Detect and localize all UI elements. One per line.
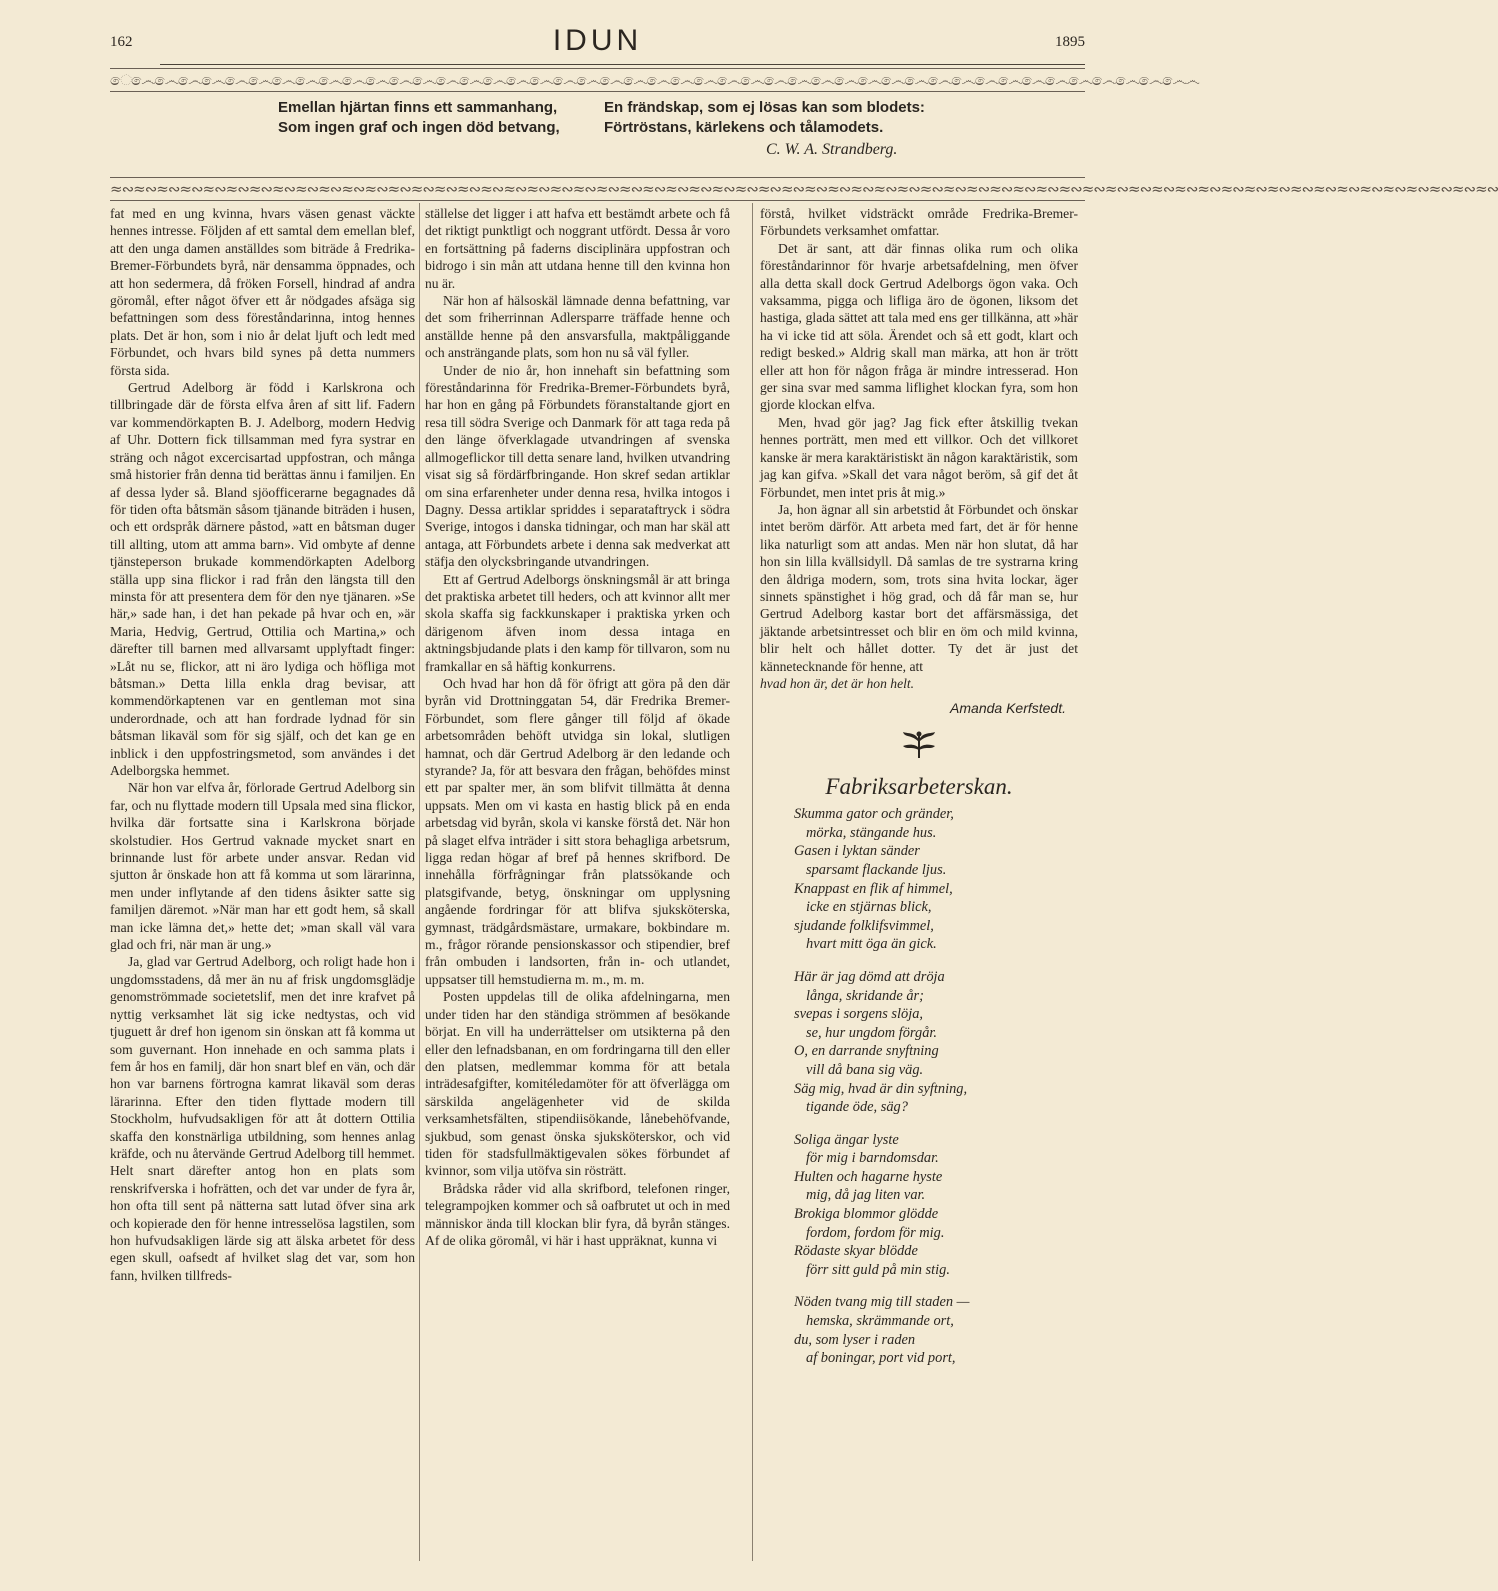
paragraph: Ett af Gertrud Adelborgs önskningsmål är att bringa det praktiska arbetet till heders, och att kvinnor allt mer skola skaffa sig fackkunskaper i praktiska yrken och därigenom äfven inom dessa intaga en aktningsbjudande plats i den kamp för tillvaron, som nu framkallar en så häftig konkurrens. <box>425 571 730 674</box>
poem-title: Fabriksarbeterskan. <box>825 773 1013 799</box>
poem-line: sjudande folklifsvimmel, <box>794 917 934 934</box>
poem-stanza <box>794 805 1078 954</box>
poem-line: icke en stjärnas blick, <box>806 899 932 916</box>
paragraph: Ja, glad var Gertrud Adelborg, och roligt hade hon i ungdomsstadens, då mer än nu af frisk ungdomsglädje genomströmmade societetslif, men det inre krafvet på nyttig verksamhet lät sig icke nedtystas, och vid tjuguett år dref hon igenom sin önskan att få komma ut som guvernant. Hon innehade en och samma plats i fem år hos en familj, där hon snart blef en vän, och där hon var barnens förtrogna kamrat likaväl som deras lärarinna. Efter den tiden flyttade modern till Stockholm, hufvudsakligen för att åt dottern Ottilia skaffa den konstnärliga utbildning, som hennes anlag kräfde, och nu återvände Gertrud Adelborg till hemmet. Helt snart därefter antog hon en plats som renskrifverska i hofrätten, och det var under de fyra år, hon ofta till sent på nätterna satt lutad öfver sina ark och kopierade den för henne intresselösa lagstilen, som hon hufvudsakligen lärde sig att älska arbetet för dess egen skull, oafsedt af hvilket slag det var, som hon fann, hvilken tillfreds- <box>110 954 415 1283</box>
poem-line: mig, då jag liten var. <box>806 1187 926 1204</box>
motto-left <box>278 98 560 138</box>
poem-line: fordom, fordom för mig. <box>806 1224 945 1241</box>
paragraph: förstå, hvilket vidsträckt område Fredrika-Bremer-Förbundets verksamhet omfattar. <box>760 206 1078 239</box>
poem-line: O, en darrande snyftning <box>794 1043 939 1060</box>
paragraph: Under de nio år, hon innehaft sin befattning som föreståndarinna för Fredrika-Bremer-Förbundets byrå, har hon en gång på Förbundets föranstaltande gjort en resa till södra Sverige och Danmark för att taga reda på den länge öfverklagade utvandringen af svenska allmogeflickor till detta senare land, hvilken utvandring visat sig så fördärfbringande. Hon skref sedan artiklar om sina erfarenheter under denna resa, hvilka intogos i Dagny. Dessa artiklar spriddes i separataftryck i södra Sverige, intogos i danska tidningar, och man har skäl att antaga, att Förbundets arbete i denna sak medverkat att stäfja den olycksbringande utvandringen. <box>425 362 730 570</box>
ornament-border-top: ෙ෴ෙ෴ෙ෴ෙ෴ෙ෴ෙ෴ෙ෴ෙ෴ෙ෴ෙ෴ෙ෴ෙ෴ෙ෴ෙ෴ෙ෴ෙ෴ෙ෴ෙ෴ෙ෴ෙ෴ෙ෴ෙ෴ෙ෴ෙ෴ෙ෴ෙ෴ෙ෴ෙ෴ෙ෴ෙ෴ෙ෴ෙ෴ෙ෴ෙ෴ෙ෴ෙ෴ෙ෴ෙ෴ෙ෴ෙ෴ෙ෴ෙ෴ෙ෴ෙ෴ෙ෴ෙ෴ <box>110 68 1085 92</box>
poem-stanza <box>794 968 1078 1117</box>
poem-line: Nöden tvang mig till staden — <box>794 1294 970 1311</box>
italic-ending: hvad hon är, det är hon helt. <box>760 675 915 691</box>
poem-line: mörka, stängande hus. <box>806 824 937 841</box>
header-rule <box>160 64 1085 65</box>
ornament-border-middle: ≈∾≈∾≈∾≈∾≈∾≈∾≈∾≈∾≈∾≈∾≈∾≈∾≈∾≈∾≈∾≈∾≈∾≈∾≈∾≈∾≈∾≈∾≈∾≈∾≈∾≈∾≈∾≈∾≈∾≈∾≈∾≈∾≈∾≈∾≈∾≈∾≈∾≈∾≈∾≈∾≈∾≈∾≈∾≈∾≈∾≈∾≈∾≈∾≈∾≈∾≈∾≈∾≈∾≈∾≈∾≈∾≈∾≈∾≈∾≈∾ <box>110 177 1085 201</box>
poem-line: långa, skridande år; <box>806 987 924 1004</box>
poem-line: Säg mig, hvad är din syftning, <box>794 1080 968 1097</box>
motto-line: Förtröstans, kärlekens och tålamodets. <box>604 119 884 136</box>
poem-line: se, hur ungdom förgår. <box>806 1024 937 1041</box>
poem-line: Hulten och hagarne hyste <box>794 1168 943 1185</box>
poem-line: tigande öde, säg? <box>806 1099 908 1116</box>
poem-line: hemska, skrämmande ort, <box>806 1313 954 1330</box>
paragraph: Ja, hon ägnar all sin arbetstid åt Förbundet och önskar intet beröm därför. Att arbeta med fart, det är för henne lika naturligt som att andas. Men när hon slutat, då har hon sin lilla kvällsidyll. Då samlas de tre systrarna kring den åldriga modern, som, trots sina hvita lockar, äger sinnets spänstighet i hög grad, och då får man se, hur Gertrud Adelborg kastar bort det affärsmässiga, det jäktande arbetsintresset och blir en öm och mild kvinna, blir helt och hållet dotter. Ty det är just det kännetecknande för henne, att <box>760 501 1078 674</box>
poem-line: Knappast en flik af himmel, <box>794 880 953 897</box>
paragraph: Men, hvad gör jag? Jag fick efter åtskillig tvekan hennes porträtt, men med ett villkor. Och det villkoret kanske är mera karaktäristiskt än någon karaktäristik, som jag kan gifva. »Skall det vara något beröm, så gif det åt Förbundet, men intet pris åt mig.» <box>760 414 1078 500</box>
text-column-3 <box>760 205 1078 1382</box>
page-header <box>110 24 1085 64</box>
poem-line: Här är jag dömd att dröja <box>794 968 945 985</box>
column-rule <box>419 203 420 1561</box>
author-signature: Amanda Kerfstedt. <box>950 700 1066 717</box>
paragraph: När hon var elfva år, förlorade Gertrud Adelborg sin far, och nu flyttade modern till Upsala med sina flickor, hvilka där fortsatte sina i Karlskrona började skolstudier. Hos Gertrud vaknade mycket snart en brinnande lust för arbete under ansvar. Redan vid sjutton år önskade hon att få komma ut som lärarinna, men under inflytande af den tidens åsikter satte sig familjen däremot. »När man har ett godt hem, så skall man icke lämna det,» hette det; »man skall väl vara glad och fri, när man är ung.» <box>110 780 415 953</box>
motto-line: En frändskap, som ej lösas kan som blodets: <box>604 99 925 116</box>
column-rule <box>752 203 753 1561</box>
poem-stanza <box>794 1131 1078 1280</box>
poem-line: Brokiga blommor glödde <box>794 1206 939 1223</box>
text-column-1 <box>110 205 415 1284</box>
paragraph: Gertrud Adelborg är född i Karlskrona och tillbringade där de första elfva åren af sitt lif. Fadern var kommendörkapten B. J. Adelborg, modern Hedvig af Uhr. Dottern fick tillsamman med fyra systrar en sträng och något excercisartad uppfostran, och många små historier från denna tid berättas ännu i familjen. En af dessa lyder så. Bland sjöofficerarne begagnades då för tiden ofta båtsmän såsom tjänande biträden i husen, och ett ordspråk därnere påstod, »att en båtsman duger till allting, utom att amma barn». Vid ombyte af denne tjänsteperson brukade kommendörkapten Adelborg ställa upp sina flickor i rad från den längsta till den minsta för att presentera dem för den nye tjänaren. »Se här,» sade han, i det han pekade på hvar och en, »är Maria, Hedvig, Gertrud, Ottilia och Martina,» och därefter till barnen med allvarsamt upplyftadt finger: »Låt nu se, flickor, att ni äro lydiga och höfliga mot båtsman.» Detta lilla enkla drag bevisar, att kommendörkaptenen var en gentleman mot sina underordnade, och att han fordrade lydnad för sin båtsman likaväl som för sig själf, och det kan ge en inblick i den uppfostringsmetod, som användes i det Adelborgska hemmet. <box>110 380 415 778</box>
poem-line: Rödaste skyar blödde <box>794 1243 918 1260</box>
motto-signature: C. W. A. Strandberg. <box>766 141 898 158</box>
year: 1895 <box>1055 34 1085 50</box>
motto-line: Emellan hjärtan finns ett sammanhang, <box>278 99 558 116</box>
poem-line: sparsamt flackande ljus. <box>806 861 947 878</box>
paragraph: Posten uppdelas till de olika afdelningarna, men under tiden har den ständiga strömmen af besökande börjat. En vill ha underrättelser om utsikterna på den eller den lefnadsbanan, en om fordringarna till den eller den platsen, medlemmar komma för att betala inträdesafgifter, komitéledamöter för att öfverlägga om särskilda angelägenheter vid de skilda verksamhetsfälten, stipendiisökande, lånebehöfvande, sjukbud, som genast önska sjuksköterskor, och vid tiden för stadsfullmäktigevalen sökes förbundet af kvinnor, som vilja utöfva sin rösträtt. <box>425 989 730 1179</box>
poem-line: Soliga ängar lyste <box>794 1131 899 1148</box>
motto-line: Som ingen graf och ingen död betvang, <box>278 119 560 136</box>
page-number: 162 <box>110 34 133 50</box>
motto-right <box>604 98 925 158</box>
poem-line: svepas i sorgens slöja, <box>794 1006 923 1023</box>
poem-line: förr sitt guld på min stig. <box>806 1261 950 1278</box>
leaf-ornament-icon <box>899 728 939 762</box>
poem-line: vill då bana sig väg. <box>806 1061 924 1078</box>
paragraph: Och hvad har hon då för öfrigt att göra på den där byrån vid Drottninggatan 54, där Fredrika Bremer-Förbundet, som flere gånger till följd af ökade arbetsområden behöft utvidga sin lokal, slutligen hamnat, och där Gertrud Adelborg är den ledande och styrande? Ja, för att besvara den frågan, behöfdes minst ett par spalter mer, än som blifvit tillmätta åt denna uppsats. Men om vi kasta en hastig blick på en enda arbetsdag vid byrån, skola vi kanske förstå det. När hon på slaget elfva inträder i sitt stora behagliga arbetsrum, ligga redan högar af bref på hennes skrifbord. De innehålla förfrågningar från platssökande och platsgifvande, betyg, önskningar om upplysning angående fordringar för att blifva sjuksköterska, gymnast, trädgårdsmästare, urmakare, bokbindare m. m., frågor rörande pensionskassor och stipendier, bref från ombuden i landsorten, från in- och utlandet, uppsatser till hemstudierna m. m., m. m. <box>425 675 730 987</box>
journal-title: IDUN <box>552 24 643 57</box>
poem-line: hvart mitt öga än gick. <box>806 936 937 953</box>
poem-line: för mig i barndomsdar. <box>806 1150 939 1167</box>
paragraph: fat med en ung kvinna, hvars väsen genast väckte hennes intresse. Följden af ett samtal dem emellan blef, att den unga damen anställdes som biträde å Fredrika-Bremer-Förbundets byrå, när densamma öppnades, och att hon sedermera, då fröken Forsell, hindrad af andra göromål, efter något öfver ett år nödgades afsäga sig befattningen som dess föreståndarinna, intog hennes plats. Det är hon, som i nio år delat ljuft och ledt med Förbundet, och hvars bild synes på detta nummers första sida. <box>110 206 415 378</box>
poem-line: Gasen i lyktan sänder <box>794 843 920 860</box>
poem-stanza <box>794 1293 1078 1367</box>
paragraph: ställelse det ligger i att hafva ett bestämdt arbete och få det riktigt punktligt och noggrant utfördt. Dessa år voro en fortsättning på faderns disciplinära uppfostran och bidrogo i sin mån att utdana henne till den kvinna hon nu är. <box>425 206 730 291</box>
paragraph: När hon af hälsoskäl lämnade denna befattning, var det som friherrinnan Adlersparre träffade henne och anställde henne på den ansvarsfulla, maktpåliggande och ansträngande plats, som hon nu så väl fyller. <box>425 293 730 361</box>
paragraph: Det är sant, att där finnas olika rum och olika föreståndarinnor för hvarje arbetsafdelning, men öfver alla detta skall dock Gertrud Adelborgs ögon vaka. Och vaksamma, pigga och lifliga äro de ögonen, liksom det hastiga, glada sättet att tala med ens ger tillkänna, att »här ha vi icke tid att söla. Ärendet och så ett godt, klart och redigt besked.» Aldrig skall man märka, att hon är trött eller att hon för någon fråga är mindre intresserad. Hon ger sina svar med samma liflighet klockan fyra, som hon gjorde klockan elfva. <box>760 240 1078 413</box>
paragraph: Brådska råder vid alla skrifbord, telefonen ringer, telegrampojken kommer och så oafbrutet ut och in med människor ända till klockan blir fyra, då byrån stänges. Af de olika göromål, vi här i hast uppräknat, kunna vi <box>425 1180 730 1248</box>
paragraph-italic <box>760 675 1078 692</box>
text-column-2 <box>425 205 730 1249</box>
poem-line: du, som lyser i raden <box>794 1331 916 1348</box>
poem-line: af boningar, port vid port, <box>806 1350 956 1367</box>
poem-line: Skumma gator och gränder, <box>794 806 954 823</box>
